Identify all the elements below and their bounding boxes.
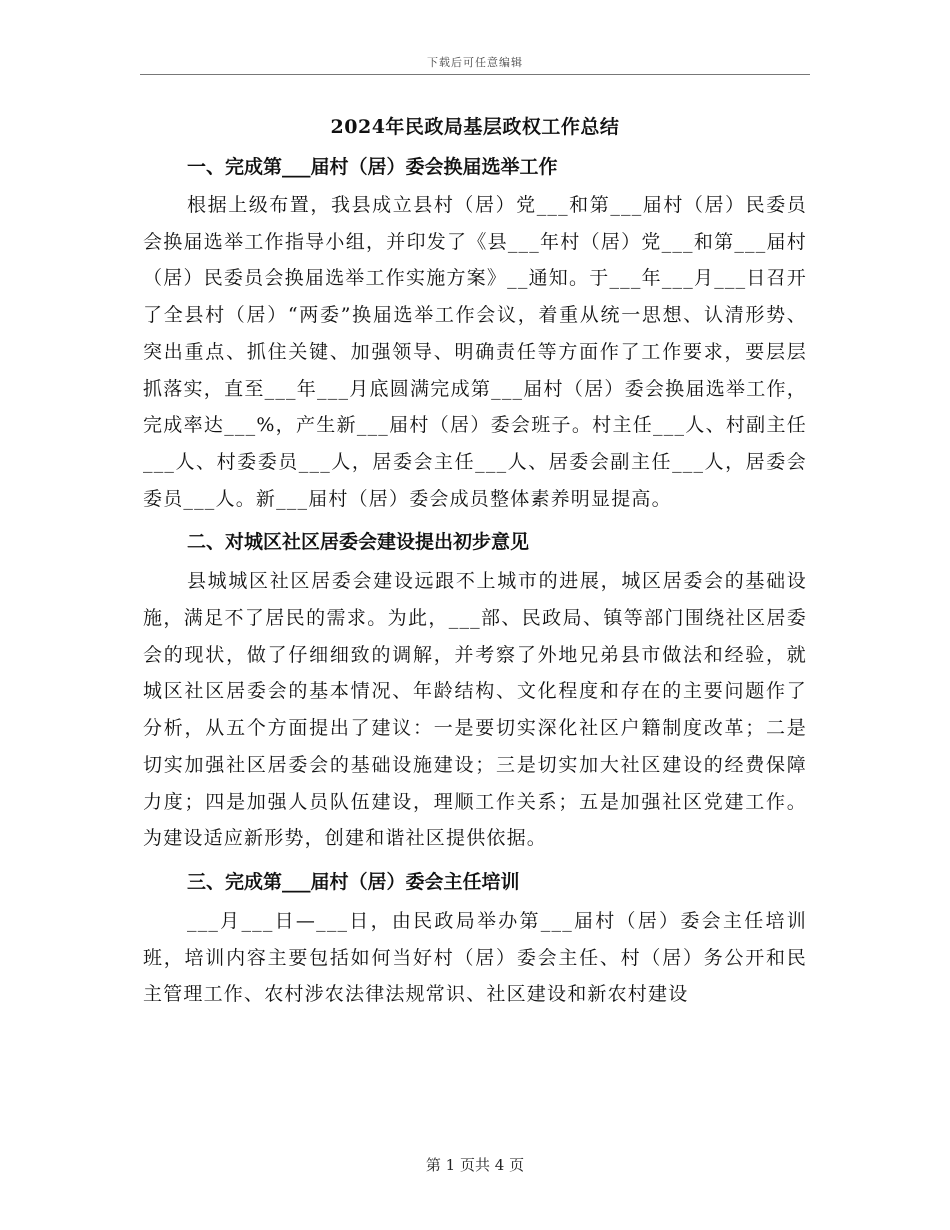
section-heading-1: 一、完成第___届村（居）委会换届选举工作 (187, 156, 558, 178)
document-title: 2024年民政局基层政权工作总结 (330, 116, 620, 138)
page-number: 第 1 页共 4 页 (425, 1156, 525, 1174)
section-paragraph-3: ___月___日—___日，由民政局举办第___届村（居）委会主任培训班，培训内容主要包括如何当好村（居）委会主任、村（居）务公开和民主管理工作、农村涉农法律法规常识、社区建设和新农村建设 (143, 909, 807, 1006)
document-body (143, 105, 807, 1013)
section-paragraph-2: 县城城区社区居委会建设远跟不上城市的进展，城区居委会的基础设施，满足不了居民的需求。为此，___部、民政局、镇等部门围绕社区居委会的现状，做了仔细细致的调解，并考察了外地兄弟县市做法和经验，就城区社区居委会的基本情况、年龄结构、文化程度和存在的主要问题作了分析，从五个方面提出了建议：一是要切实深化社区户籍制度改革；二是切实加强社区居委会的基础设施建设；三是切实加大社区建设的经费保障力度；四是加强人员队伍建设，理顺工作关系；五是加强社区党建工作。为建设适应新形势，创建和谐社区提供依据。 (143, 570, 807, 850)
section-paragraph-1: 根据上级布置，我县成立县村（居）党___和第___届村（居）民委员会换届选举工作指导小组，并印发了《县___年村（居）党___和第___届村（居）民委员会换届选举工作实施方案》__通知。于___年___月___日召开了全县村（居）“两委”换届选举工作会议，着重从统一思想、认清形势、突出重点、抓住关键、加强领导、明确责任等方面作了工作要求，要层层抓落实，直至___年___月底圆满完成第___届村（居）委会换届选举工作，完成率达___%，产生新___届村（居）委会班子。村主任___人、村副主任___人、村委委员___人，居委会主任___人、居委会副主任___人，居委会委员___人。新___届村（居）委会成员整体素养明显提高。 (143, 194, 807, 510)
section-heading-3: 三、完成第___届村（居）委会主任培训 (187, 870, 520, 893)
header-divider (140, 74, 810, 75)
section-heading-2: 二、对城区社区居委会建设提出初步意见 (187, 531, 530, 554)
page-header-note: 下载后可任意编辑 (427, 56, 523, 69)
